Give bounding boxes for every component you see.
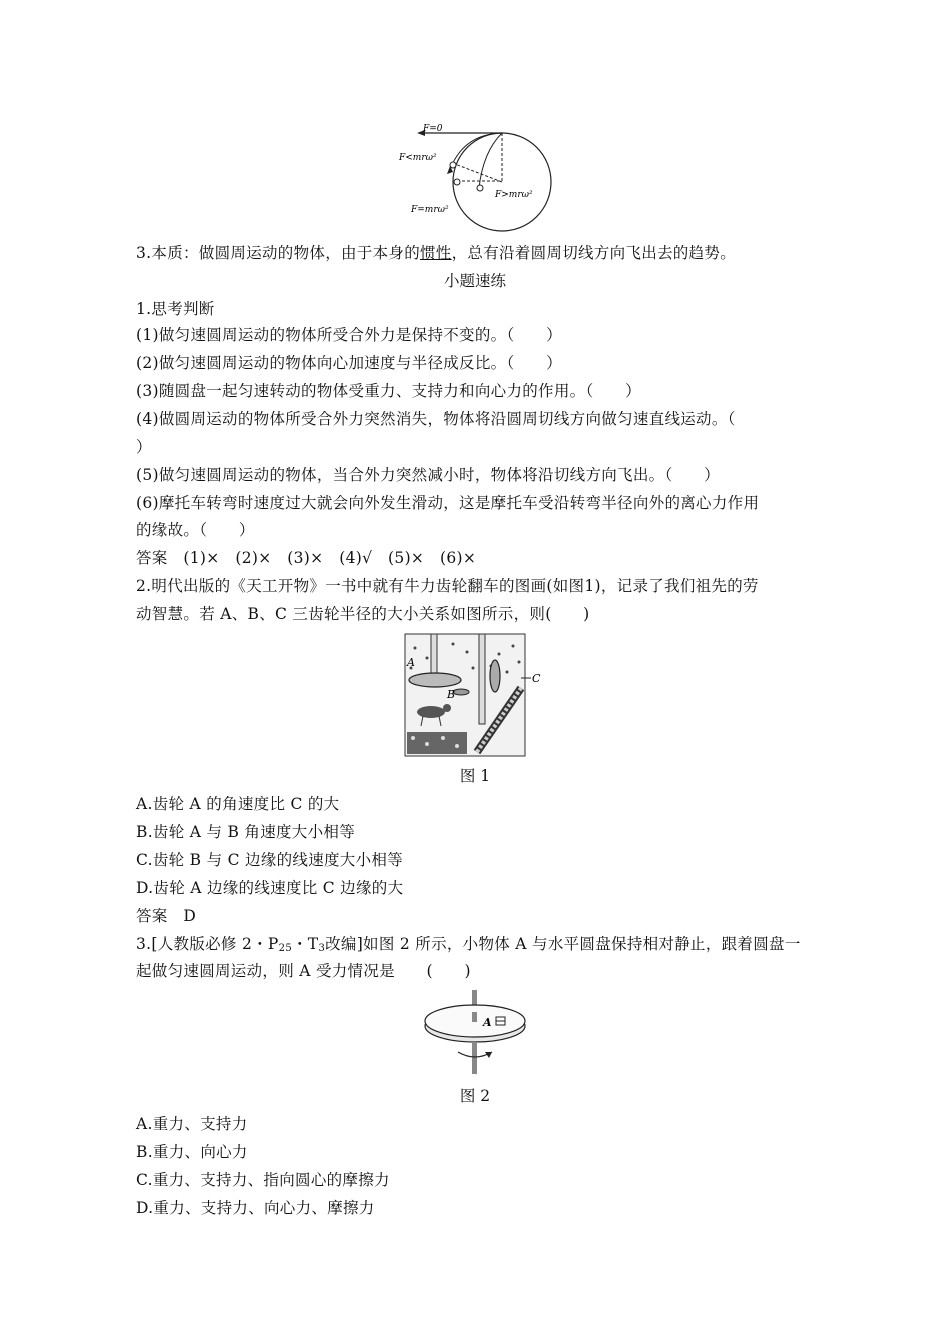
gear-a [409, 673, 461, 687]
q3-option-d: D.重力、支持力、向心力、摩擦力 [136, 1199, 375, 1217]
label-f-equal: F=mrω² [411, 205, 449, 215]
centrifugal-motion-figure [395, 122, 560, 234]
gear-b-label: B [447, 688, 456, 701]
q3-option-b: B.重力、向心力 [136, 1143, 248, 1161]
gear-waterwheel-figure [403, 632, 543, 758]
q1-item: ） [136, 438, 152, 456]
mass-point-3 [477, 185, 483, 191]
gear-c [490, 660, 500, 692]
radius-dash [455, 164, 502, 182]
label-f-less: F<mrω² [399, 153, 437, 163]
q2-answer: 答案 D [136, 907, 197, 925]
gear-c-label: C [532, 672, 541, 685]
q1-heading: 1.思考判断 [136, 300, 215, 318]
q2-option-b: B.齿轮 A 与 B 角速度大小相等 [136, 823, 356, 841]
q3-option-c: C.重力、支持力、指向圆心的摩擦力 [136, 1171, 390, 1189]
q2-option-d: D.齿轮 A 边缘的线速度比 C 边缘的大 [136, 879, 404, 897]
q2-option-c: C.齿轮 B 与 C 边缘的线速度大小相等 [136, 851, 403, 869]
label-f0: F=0 [423, 124, 443, 134]
q1-item: (4)做圆周运动的物体所受合外力突然消失，物体将沿圆周切线方向做匀速直线运动。（ [136, 410, 736, 428]
gear-b [453, 689, 469, 695]
q2-stem-line-2: 动智慧。若 A、B、C 三齿轮半径的大小关系如图所示，则( ) [136, 605, 590, 623]
essence-line: 3.本质：做圆周运动的物体，由于本身的惯性，总有沿着圆周切线方向飞出去的趋势。 [136, 244, 737, 262]
q1-answer: 答案 (1)× (2)× (3)× (4)√ (5)× (6)× [136, 549, 477, 567]
mass-point-2 [454, 179, 460, 185]
q3-option-a: A.重力、支持力 [136, 1115, 248, 1133]
curve-greater [479, 133, 502, 188]
curve-less [451, 133, 502, 167]
object-a-label: A [483, 1016, 492, 1029]
underlined-term: 惯性 [420, 244, 452, 262]
q2-option-a: A.齿轮 A 的角速度比 C 的大 [136, 795, 340, 813]
mass-point-1 [450, 162, 456, 168]
q1-item: (1)做匀速圆周运动的物体所受合外力是保持不变的。（ ） [136, 326, 562, 344]
q2-stem-line-1: 2.明代出版的《天工开物》一书中就有牛力齿轮翻车的图画(如图1)，记录了我们祖先的劳 [136, 577, 759, 595]
ground-texture [407, 732, 467, 754]
practice-title: 小题速练 [443, 272, 506, 290]
figure-2-caption: 图 2 [459, 1087, 491, 1105]
q1-item: (2)做匀速圆周运动的物体向心加速度与半径成反比。（ ） [136, 354, 562, 372]
q3-stem-line-1: 3.[人教版必修 2・$P_{25}$・$T_3$改编]如图 2 所示，小物体 A 与水平圆盘保持相对静止，跟着圆盘一 [136, 935, 801, 954]
label-f-greater: F>mrω² [495, 190, 533, 200]
axle-hub [472, 1012, 477, 1022]
gear-a-label: A [407, 656, 415, 669]
axle-bottom [472, 1042, 477, 1074]
q3-stem-line-2: 起做匀速圆周运动，则 A 受力情况是 ( ) [136, 962, 471, 980]
vertical-post-right [479, 634, 485, 724]
q1-item: 的缘故。（ ） [136, 521, 255, 539]
q1-item: (3)随圆盘一起匀速转动的物体受重力、支持力和向心力的作用。（ ） [136, 382, 641, 400]
rotating-disc-figure [420, 988, 530, 1076]
q1-item: (6)摩托车转弯时速度过大就会向外发生滑动，这是摩托车受沿转弯半径向外的离心力作用 [136, 494, 760, 512]
figure-1-caption: 图 1 [459, 767, 491, 785]
q1-item: (5)做匀速圆周运动的物体，当合外力突然减小时，物体将沿切线方向飞出。（ ） [136, 466, 720, 484]
